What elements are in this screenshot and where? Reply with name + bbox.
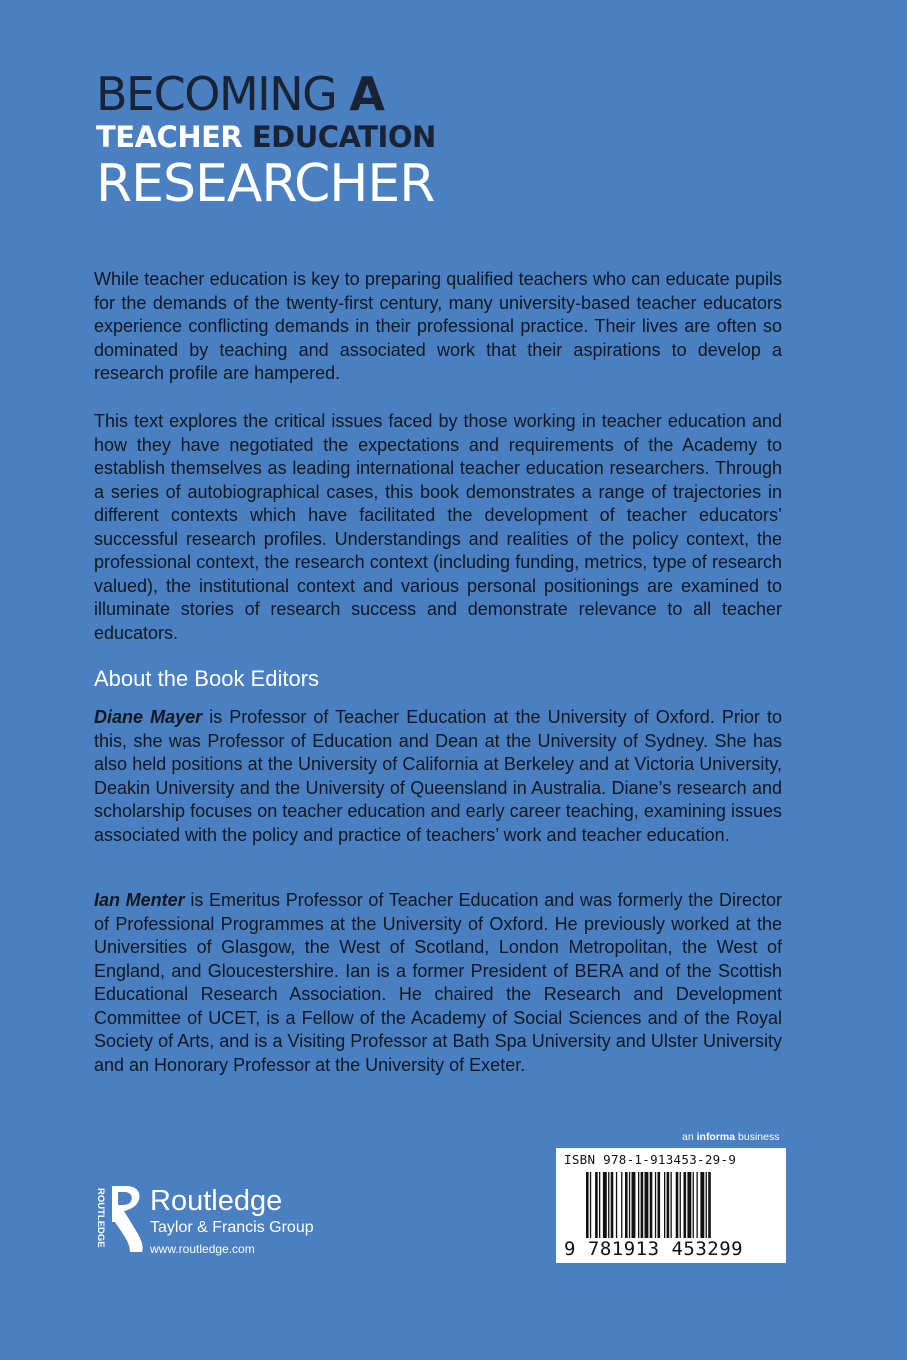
barcode-bar <box>599 1172 600 1238</box>
barcode-bar <box>611 1172 614 1238</box>
barcode-bar <box>586 1172 589 1238</box>
barcode-bar <box>664 1172 665 1238</box>
barcode-bar <box>650 1172 653 1238</box>
barcode-bar <box>632 1172 636 1238</box>
barcode-bar <box>693 1172 694 1238</box>
publisher-group: Taylor & Francis Group <box>150 1219 314 1236</box>
publisher-url: www.routledge.com <box>150 1242 255 1256</box>
routledge-emblem-icon <box>92 1184 148 1266</box>
barcode-bar <box>680 1172 681 1238</box>
barcode-bar <box>671 1172 672 1238</box>
barcode-bar <box>638 1172 639 1238</box>
title-line-3: RESEARCHER <box>96 154 435 214</box>
barcode-bar <box>676 1172 679 1238</box>
barcode-bar <box>700 1172 704 1238</box>
barcode-bar <box>616 1172 617 1238</box>
editor-bio-1: Diane Mayer is Professor of Teacher Education at the University of Oxford. Prior to this, she was Professor of Education and Dean at the University of Sydney. She has also held positions at the University of California at Berkeley and at Victoria University, Deakin University and the University of Queensland in Australia. Diane’s research and scholarship focuses on teacher education and early career teaching, examining issues associated with the policy and practice of teachers’ work and teacher education. <box>94 707 782 845</box>
editor-name-2: Ian Menter <box>94 890 185 910</box>
barcode-bar <box>706 1172 707 1238</box>
barcode-bar <box>603 1172 607 1238</box>
barcode-bar <box>621 1172 622 1238</box>
isbn-text: ISBN 978-1-913453-29-9 <box>564 1152 737 1167</box>
barcode-bar <box>595 1172 598 1238</box>
barcode-bar <box>708 1172 711 1238</box>
barcode-bar <box>608 1172 609 1238</box>
routledge-wordmark <box>150 1184 314 1257</box>
barcode-digits: 9 781913 453299 <box>564 1238 744 1260</box>
isbn-barcode <box>556 1148 786 1263</box>
informa-tagline: an informa business <box>682 1131 780 1143</box>
routledge-logo <box>92 1184 372 1269</box>
barcode-bar <box>687 1172 691 1238</box>
barcode-bar <box>645 1172 649 1238</box>
editors-heading: About the Book Editors <box>94 666 320 691</box>
blurb-paragraph-1: While teacher education is key to preparing qualified teachers who can educate pupils for the demands of the twenty-first century, many university-based teacher educators experience conflicting demands in their professional practice. Their lives are often so dominated by teaching and associated work that their aspirations to develop a research profile are hampered. <box>94 269 782 383</box>
title-line-1: BECOMING A <box>96 67 384 121</box>
svg-text:ROUTLEDGE: ROUTLEDGE <box>95 1188 106 1248</box>
editor-bio-2: Ian Menter is Emeritus Professor of Teacher Education and was formerly the Director of Professional Programmes at the University of Oxford. He previously worked at the Universities of Glasgow, the West of Scotland, London Metropolitan, the West of England, and Gloucestershire. Ian is a former President of BERA and of the Scottish Educational Research Association. He chaired the Research and Development Committee of UCET, is a Fellow of the Academy of Social Sciences and of the Royal Society of Arts, and is a Visiting Professor at Bath Spa University and Ulster University and an Honorary Professor at the University of Exeter. <box>94 890 782 1075</box>
publisher-name: Routledge <box>150 1185 283 1217</box>
barcode-bar <box>667 1172 670 1238</box>
editor-name-1: Diane Mayer <box>94 707 203 727</box>
barcode-bar <box>590 1172 591 1238</box>
title-line-2: TEACHER EDUCATION <box>96 120 436 154</box>
barcode-bar <box>655 1172 656 1238</box>
book-title <box>96 66 516 214</box>
barcode-bar <box>684 1172 687 1238</box>
barcode-bars <box>586 1172 778 1242</box>
barcode-bar <box>658 1172 661 1238</box>
barcode-bar <box>629 1172 630 1238</box>
barcode-bar <box>625 1172 628 1238</box>
barcode-bar <box>697 1172 698 1238</box>
barcode-bar <box>641 1172 644 1238</box>
blurb-paragraph-2: This text explores the critical issues faced by those working in teacher education and how they have negotiated the expectations and requirements of the Academy to establish themselves as leading international teacher education researchers. Through a series of autobiographical cases, this book demonstrates a range of trajectories in different contexts which have facilitated the development of teacher educators’ successful research profiles. Understandings and realities of the policy context, the professional context, the research context (including funding, metrics, type of research valued), the institutional context and various personal positionings are examined to illuminate stories of research success and demonstrate relevance to all teacher educators. <box>94 411 782 643</box>
